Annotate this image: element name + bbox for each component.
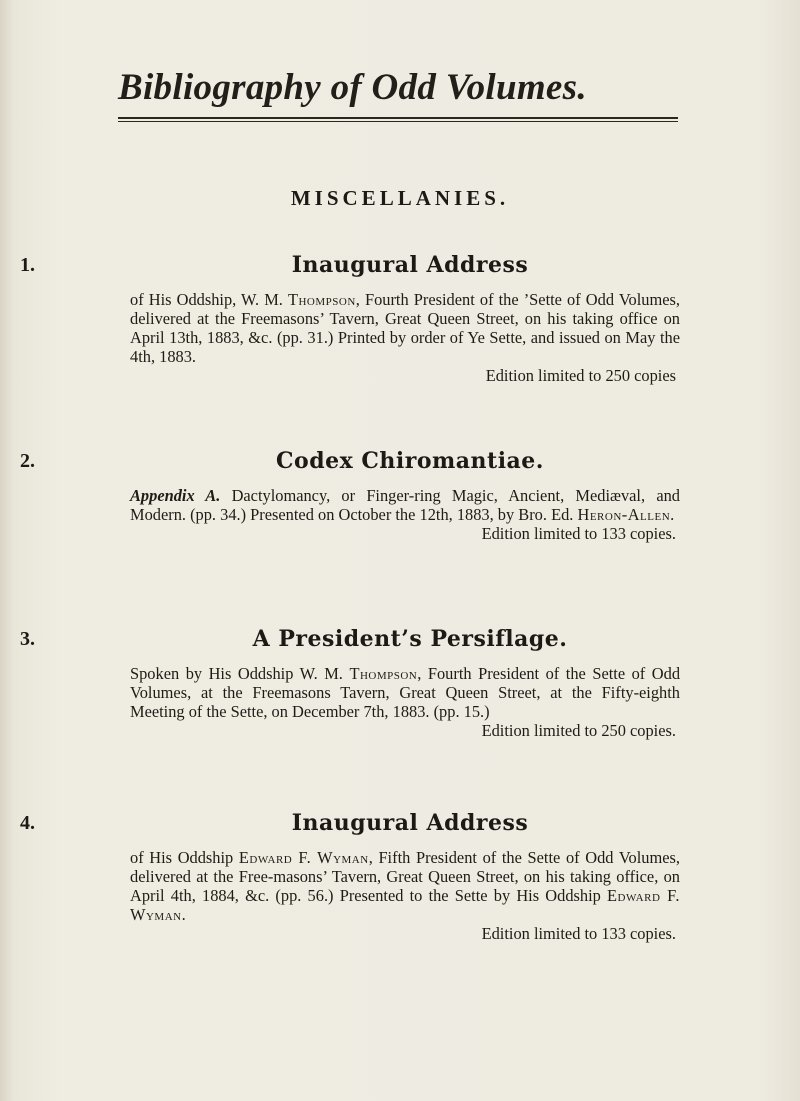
entry-description <box>130 290 680 385</box>
entry-text: of His Oddship <box>130 848 239 867</box>
entry-text: . <box>670 505 675 524</box>
entry-author: Heron-Allen <box>577 505 671 524</box>
entry-description <box>130 486 680 543</box>
section-title: MISCELLANIES. <box>290 186 510 210</box>
entry-heading: Codex Chiromantiae. <box>276 448 544 474</box>
entry-text: , Fifth President of the Sette of Odd Volumes, delivered at the Free-masons’ Tavern, Great Queen Street, on his taking office, on April 4th, 1884, &c. (pp. 56.) Presented to the Sette by His Oddship <box>130 848 680 905</box>
entry-description <box>130 848 680 943</box>
entry-text: of His Oddship, W. M. <box>130 290 288 309</box>
entry-number: 1. <box>20 254 35 276</box>
entry-heading: Inaugural Address <box>291 252 529 278</box>
entry-description <box>130 664 680 740</box>
entry-heading: Inaugural Address <box>291 810 529 836</box>
edition-note: Edition limited to 133 copies. <box>481 524 676 543</box>
running-title: Bibliography of Odd Volumes. <box>118 67 587 108</box>
header-rule <box>118 117 678 119</box>
entry-text: . <box>181 905 186 924</box>
entry-author: Thompson <box>287 290 356 309</box>
entry-number: 2. <box>20 450 35 472</box>
entry-text: Dactylomancy, or Finger-ring Magic, Ancient, Mediæval, and Modern. (pp. 34.) Presented on October the 12th, 1883, by Bro. Ed. <box>130 486 680 524</box>
header-rule-thin <box>118 121 678 122</box>
edition-note: Edition limited to 250 copies <box>485 366 676 385</box>
edition-note: Edition limited to 250 copies. <box>481 721 676 740</box>
entry-appendix-label: Appendix A. <box>130 486 221 505</box>
entry-number: 3. <box>20 628 35 650</box>
edition-note: Edition limited to 133 copies. <box>481 924 676 943</box>
entry-text: Spoken by His Oddship W. M. <box>130 664 350 683</box>
entry-author: Edward F. Wyman <box>238 848 369 867</box>
entry-text: , Fourth President of the ’Sette of Odd Volumes, delivered at the Freemasons’ Tavern, Great Queen Street, on his taking office on April 13th, 1883, &c. (pp. 31.) Printed by order of Ye Sette, and issued on May the 4th, 1883. <box>130 290 680 366</box>
entry-heading: A President’s Persiflage. <box>252 626 568 652</box>
entry-author: Thompson <box>349 664 418 683</box>
entry-number: 4. <box>20 812 35 834</box>
entry-text: , Fourth President of the Sette of Odd Volumes, at the Freemasons Tavern, Great Queen Street, at the Fifty-eighth Meeting of the Sette, on December 7th, 1883. (pp. 15.) <box>130 664 681 721</box>
entry-author: Edward F. Wyman <box>130 886 680 924</box>
